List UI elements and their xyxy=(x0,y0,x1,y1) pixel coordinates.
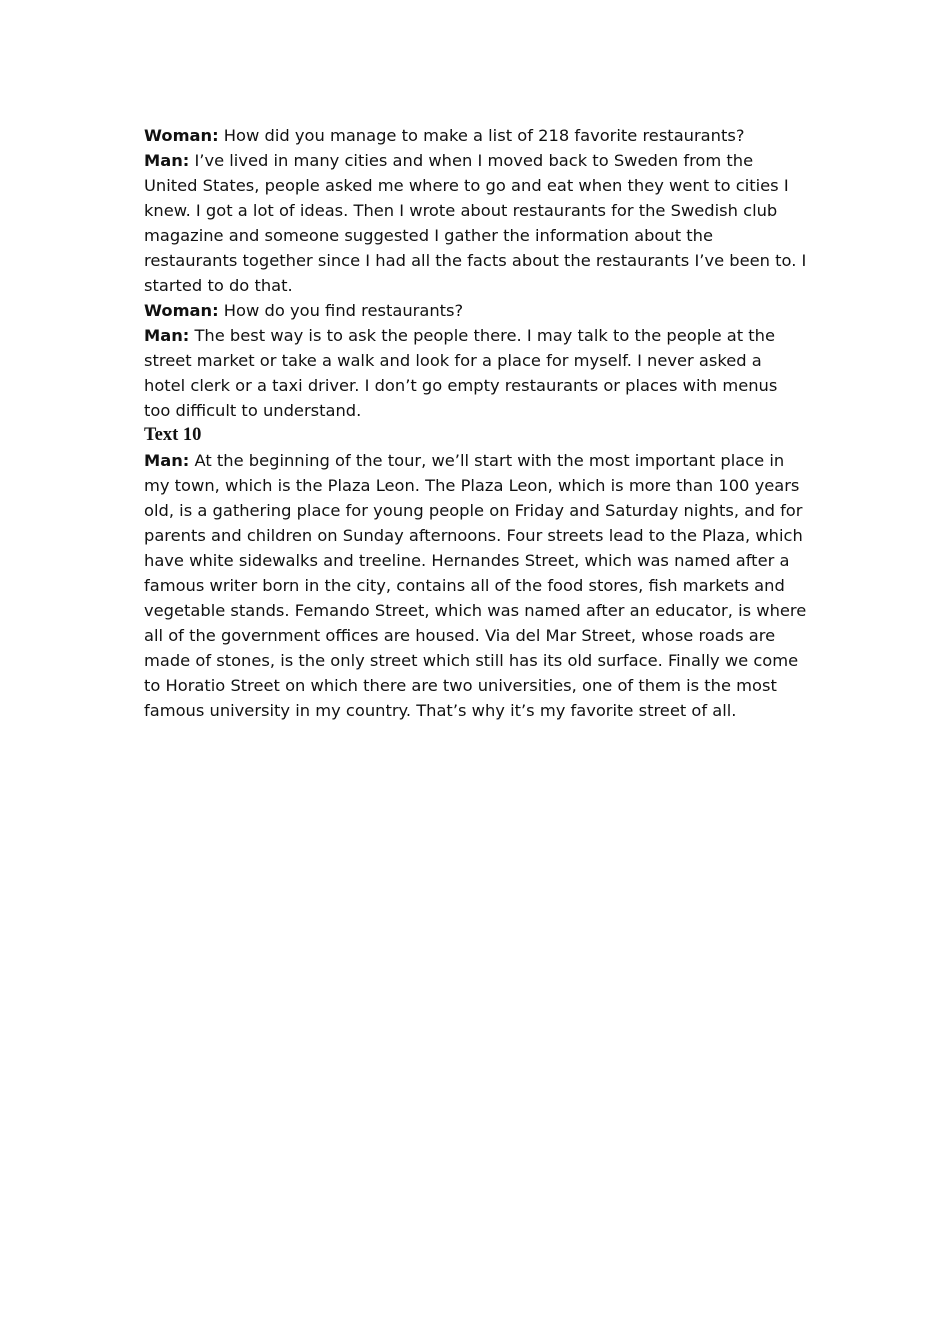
dialogue-line xyxy=(144,298,808,323)
dialogue-text: At the beginning of the tour, we’ll start with the most important place in my town, which is the Plaza Leon. The Plaza Leon, which is more than 100 years old, is a gathering place for young people on Friday and Saturday nights, and for parents and children on Sunday afternoons. Four streets lead to the Plaza, which have white sidewalks and treeline. Hernandes Street, which was named after a famous writer born in the city, contains all of the food stores, fish markets and vegetable stands. Femando Street, which was named after an educator, is where all of the government offices are housed. Via del Mar Street, whose roads are made of stones, is the only street which still has its old surface. Finally we come to Horatio Street on which there are two universities, one of them is the most famous university in my country. That’s why it’s my favorite street of all. xyxy=(144,451,807,720)
dialogue-line xyxy=(144,123,808,148)
dialogue-text: I’ve lived in many cities and when I moved back to Sweden from the United States, people asked me where to go and eat when they went to cities I knew. I got a lot of ideas. Then I wrote about restaurants for the Swedish club magazine and someone suggested I gather the information about the restaurants together since I had all the facts about the restaurants I’ve been to. I started to do that. xyxy=(144,151,807,295)
speaker-label: Woman: xyxy=(144,301,219,320)
speaker-label: Woman: xyxy=(144,126,219,145)
section-heading: Text 10 xyxy=(144,425,202,445)
dialogue-line xyxy=(144,148,808,298)
dialogue-line xyxy=(144,448,808,723)
speaker-label: Man: xyxy=(144,451,190,470)
speaker-label: Man: xyxy=(144,151,190,170)
document-body xyxy=(144,123,808,723)
dialogue-text: How did you manage to make a list of 218 favorite restaurants? xyxy=(218,126,745,145)
dialogue-text: The best way is to ask the people there. I may talk to the people at the street market or take a walk and look for a place for myself. I never asked a hotel clerk or a taxi driver. I don’t go empty restaurants or places with menus too difficult to understand. xyxy=(144,326,778,420)
dialogue-line xyxy=(144,323,808,423)
speaker-label: Man: xyxy=(144,326,190,345)
dialogue-text: How do you find restaurants? xyxy=(218,301,464,320)
